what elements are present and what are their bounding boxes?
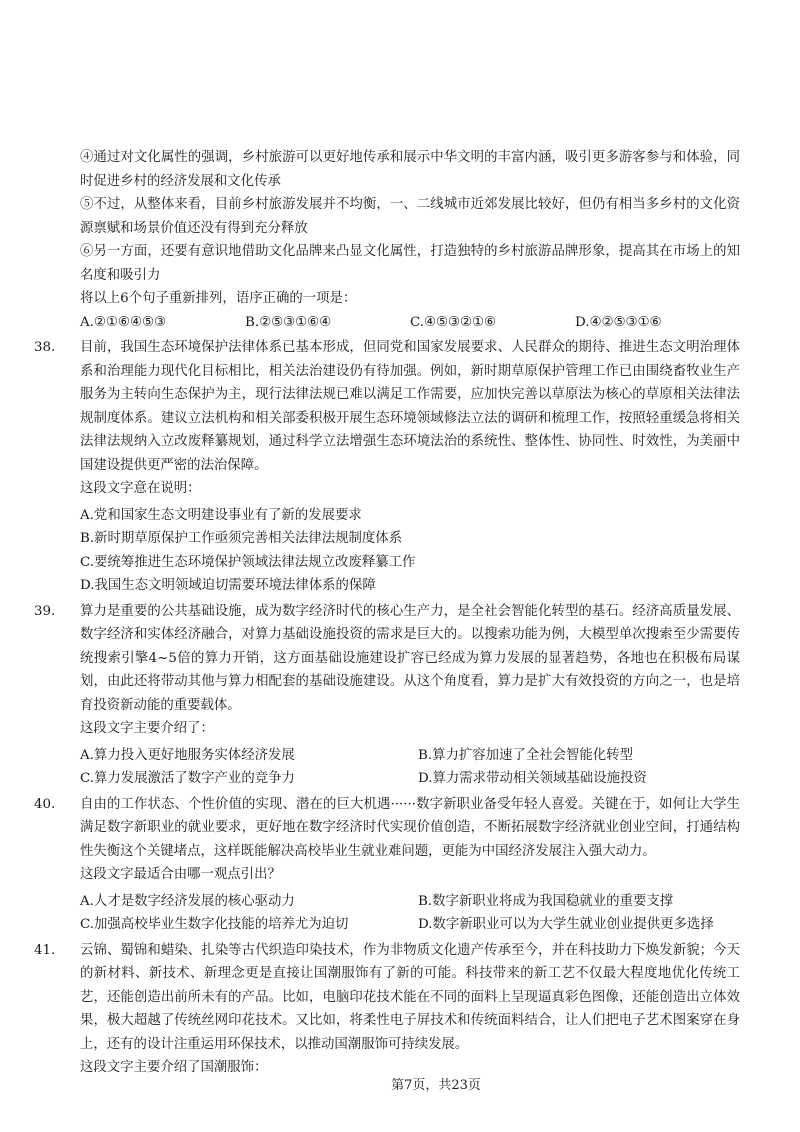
q40-option-d[interactable]: D.数字新职业可以为大学生就业创业提供更多选择	[418, 917, 714, 932]
question-41	[34, 939, 740, 1057]
q39-option-b[interactable]: B.算力扩容加速了全社会智能化转型	[418, 747, 633, 763]
q39-option-a[interactable]: A.算力投入更好地服务实体经济发展	[80, 747, 295, 763]
question-39-number: 39.	[34, 603, 56, 619]
exam-page	[34, 146, 740, 1080]
q38-option-a[interactable]: A.党和国家生态文明建设事业有了新的发展要求	[80, 507, 362, 523]
sentence-4: ④通过对文化属性的强调，乡村旅游可以更好地传承和展示中华文明的丰富内涵，吸引更多游客参与和体验，同时促进乡村的经济发展和文化传承	[80, 150, 740, 189]
question-40	[34, 793, 740, 864]
question-38-number: 38.	[34, 340, 56, 355]
question-40-text: 自由的工作状态、个性价值的实现、潜在的巨大机遇······数字新职业备受年轻人喜爱。关键在于，如何让大学生满足数字新职业的就业要求，更好地在数字经济时代实现价值创造，不断拓展数字经济就业创业空间，打通结构性失衡这个关键堵点，这样既能解决高校毕业生就业难问题，更能为中国经济发展注入强大动力。	[80, 796, 740, 859]
q38-option-d[interactable]: D.我国生态文明领域迫切需要环境法律体系的保障	[80, 578, 376, 593]
q40-option-a[interactable]: A.人才是数字经济发展的核心驱动力	[80, 893, 295, 909]
question-40-options	[58, 890, 740, 937]
question-38	[34, 336, 740, 477]
question-41-text: 云锦、蜀锦和蜡染、扎染等古代织造印染技术，作为非物质文化遗产传承至今，并在科技助力下焕发新貌；今天的新材料、新技术、新理念更是直接让国潮服饰有了新的可能。科技带来的新工艺不仅最大程度地优化传统工艺，还能创造出前所未有的产品。比如，电脑印花技术能在不同的面料上呈现逼真彩色图像，还能创造出立体效果，极大超越了传统丝网印花技术。又比如，将柔性电子屏技术和传统面料结合，让人们把电子艺术图案穿在身上，还有的设计注重运用环保技术，以推动国潮服饰可持续发展。	[80, 942, 740, 1052]
question-39	[34, 600, 740, 718]
q40-option-c[interactable]: C.加强高校毕业生数字化技能的培养尤为迫切	[80, 917, 349, 932]
q37-option-c[interactable]: C.④⑤③②①⑥	[410, 314, 497, 330]
sentence-5: ⑤不过，从整体来看，目前乡村旅游发展并不均衡，一、二线城市近郊发展比较好，但仍有相当多乡村的文化资源禀赋和场景价值还没有得到充分释放	[80, 197, 740, 236]
q39-option-d[interactable]: D.算力需求带动相关领域基础设施投资	[418, 771, 647, 786]
q37-option-d[interactable]: D.④②⑤③①⑥	[575, 314, 662, 330]
question-39-text: 算力是重要的公共基础设施，成为数字经济时代的核心生产力，是全社会智能化转型的基石。经济高质量发展、数字经济和实体经济融合，对算力基础设施投资的需求是巨大的。以搜索功能为例，大模型单次搜索至少需要传统搜索引擎4~5倍的算力开销，这方面基础设施建设扩容已经成为算力发展的显著趋势，各地也在积极布局谋划，由此还将带动其他与算力相配套的基础设施建设。从这个角度看，算力是扩大有效投资的方向之一，也是培育投资新动能的重要载体。	[80, 603, 740, 713]
question-41-prompt: 这段文字主要介绍了国潮服饰：	[80, 1060, 268, 1075]
question-38-options	[58, 504, 740, 598]
q38-option-b[interactable]: B.新时期草原保护工作亟须完善相关法律法规制度体系	[80, 531, 403, 546]
sentence-6: ⑥另一方面，还要有意识地借助文化品牌来凸显文化属性，打造独特的乡村旅游品牌形象，提高其在市场上的知名度和吸引力	[80, 244, 740, 283]
question-38-text: 目前，我国生态环境保护法律体系已基本形成，但同党和国家发展要求、人民群众的期待、推进生态文明治理体系和治理能力现代化目标相比，相关法治建设仍有待加强。例如，新时期草原保护管理工作已由围绕畜牧业生产服务为主转向生态保护为主，现行法律法规已难以满足工作需要，应加快完善以草原法为核心的草原相关法律法规制度体系。建议立法机构和相关部委积极开展生态环境领域修法立法的调研和梳理工作，按照轻重缓急将相关法律法规纳入立改废释纂规划，通过科学立法增强生态环境法治的系统性、整体性、协同性、时效性，为美丽中国建设提供更严密的法治保障。	[80, 340, 740, 473]
question-39-prompt: 这段文字主要介绍了：	[80, 721, 214, 736]
question-40-number: 40.	[34, 796, 56, 812]
q39-option-c[interactable]: C.算力发展激活了数字产业的竞争力	[80, 771, 295, 786]
question-41-number: 41.	[34, 942, 56, 958]
question-40-prompt: 这段文字最适合由哪一观点引出？	[80, 867, 281, 882]
q37-option-a[interactable]: A.②①⑥④⑤③	[80, 314, 166, 330]
q37-prompt: 将以上6个句子重新排列，语序正确的一项是：	[80, 291, 357, 306]
question-39-options	[58, 744, 740, 791]
q38-option-c[interactable]: C.要统筹推进生态环境保护领域法律法规立改废释纂工作	[80, 554, 416, 570]
question-38-prompt: 这段文字意在说明：	[80, 481, 201, 496]
q37-options	[58, 311, 740, 335]
page-footer: 第7页，共23页	[391, 1078, 481, 1093]
q40-option-b[interactable]: B.数字新职业将成为我国稳就业的重要支撑	[418, 893, 674, 909]
q37-option-b[interactable]: B.②⑤③①⑥④	[245, 314, 332, 330]
